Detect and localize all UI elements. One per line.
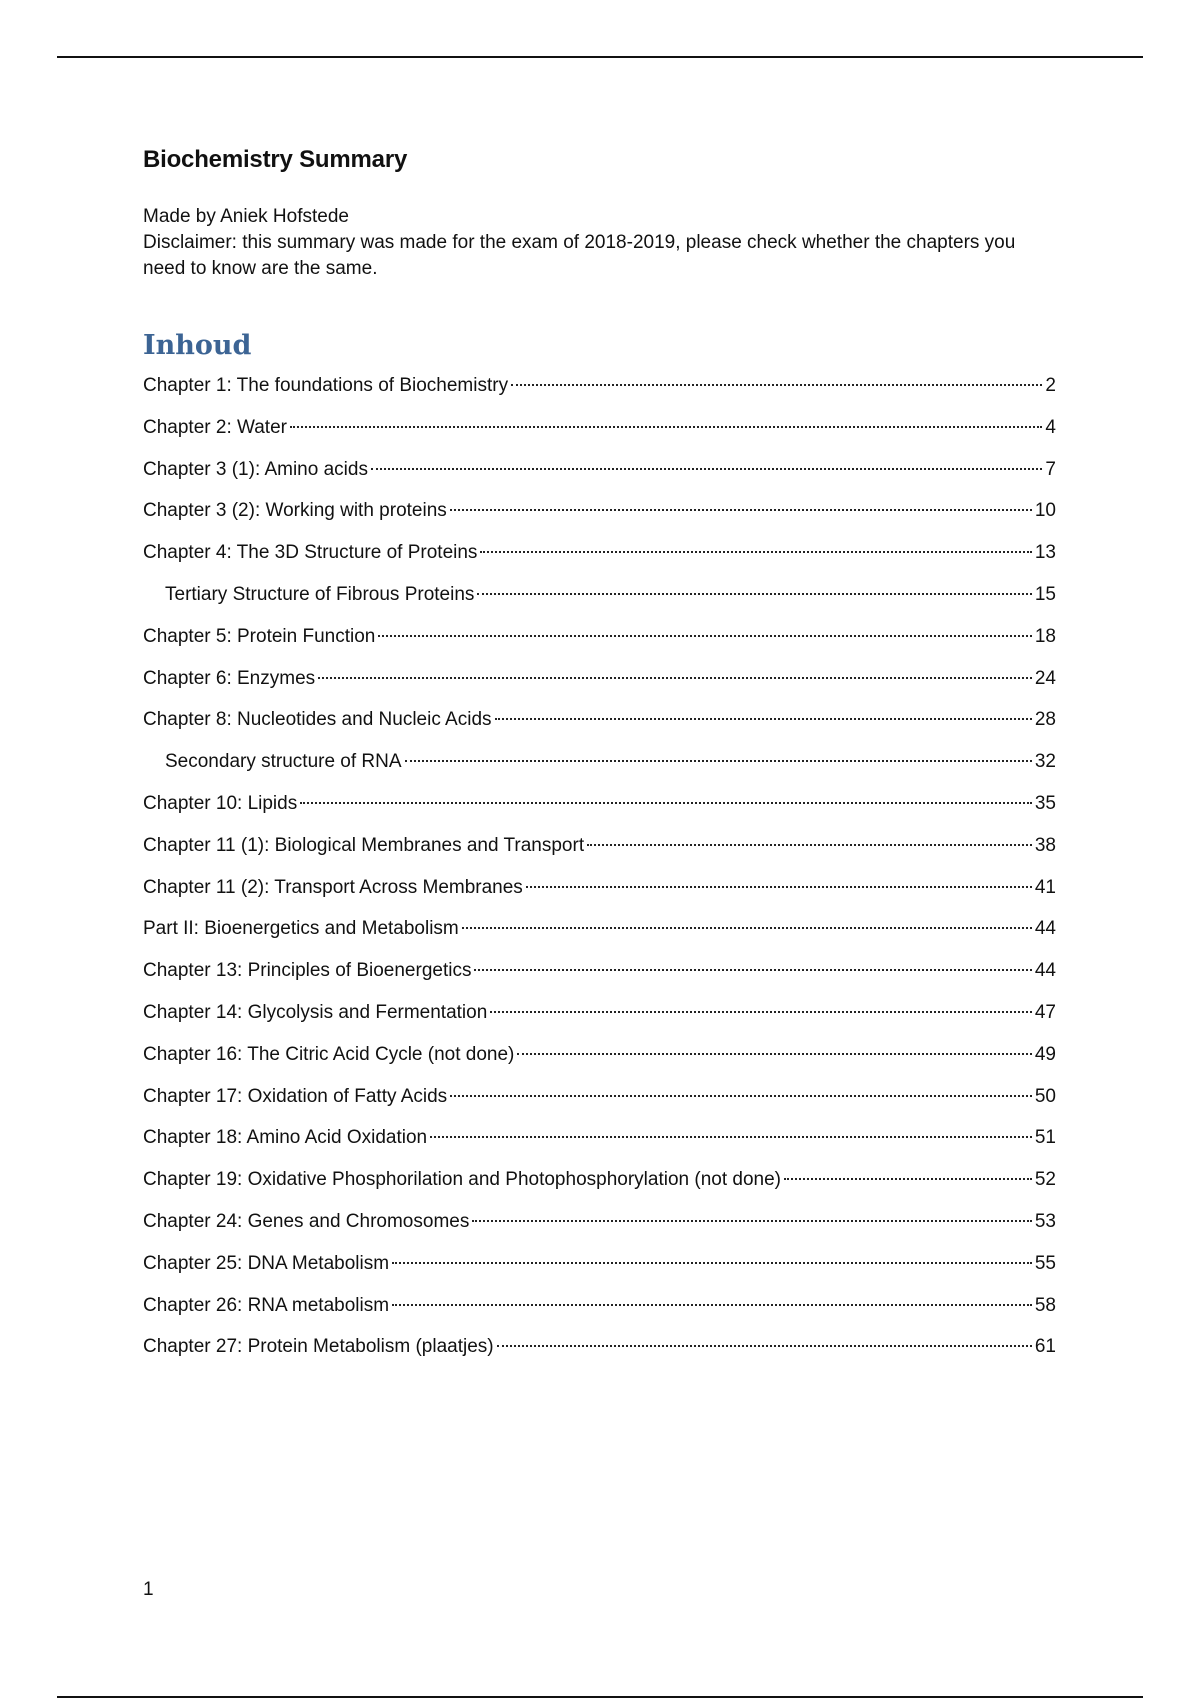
toc-entry-page: 13 [1034,542,1056,564]
toc-entry[interactable] [143,791,1056,833]
toc-dot-leader [495,718,1032,720]
toc-entry-title: Chapter 2: Water [143,416,287,438]
toc-dot-leader [392,1262,1032,1264]
toc-entry-title: Chapter 14: Glycolysis and Fermentation [143,1001,488,1023]
toc-entry-title: Chapter 4: The 3D Structure of Proteins [143,542,478,564]
toc-dot-leader [378,635,1032,637]
toc-entry-page: 47 [1034,1001,1056,1023]
toc-entry-page: 50 [1034,1085,1056,1107]
toc-entry-title: Chapter 17: Oxidation of Fatty Acids [143,1085,448,1107]
document-title: Biochemistry Summary [143,146,408,173]
toc-entry-title: Chapter 3 (2): Working with proteins [143,500,447,522]
toc-entry-page: 41 [1034,876,1056,898]
toc-entry-page: 51 [1034,1127,1056,1149]
toc-dot-leader [462,927,1032,929]
intro-block [143,204,1056,282]
toc-dot-leader [511,384,1042,386]
toc-entry-title: Chapter 10: Lipids [143,792,298,814]
toc-entry-page: 44 [1034,960,1056,982]
toc-entry-page: 49 [1034,1043,1056,1065]
toc-entry[interactable] [143,916,1056,958]
toc-entry-title: Chapter 16: The Citric Acid Cycle (not done) [143,1043,515,1065]
page-number: 1 [143,1579,154,1600]
toc-dot-leader [477,593,1031,595]
toc-entry[interactable] [143,582,1056,624]
toc-entry[interactable] [143,624,1056,666]
toc-entry-page: 2 [1045,375,1056,396]
toc-entry-title: Chapter 8: Nucleotides and Nucleic Acids [143,709,492,731]
toc-entry-title: Chapter 19: Oxidative Phosphorilation and Photophosphorylation (not done) [143,1169,781,1191]
disclaimer-text: Disclaimer: this summary was made for the exam of 2018-2019, please check whether the chapters you need to know are the same. [143,232,1016,279]
toc-entry-title: Chapter 6: Enzymes [143,667,316,689]
toc-entry-title: Tertiary Structure of Fibrous Proteins [165,583,475,605]
toc-entry-title: Part II: Bioenergetics and Metabolism [143,918,459,940]
toc-entry[interactable] [143,415,1056,457]
toc-entry-page: 32 [1034,751,1056,773]
toc-entry-page: 7 [1045,458,1056,480]
toc-entry-title: Chapter 3 (1): Amino acids [143,458,368,480]
toc-entry-page: 35 [1034,792,1056,814]
toc-dot-leader [490,1011,1032,1013]
toc-entry-page: 55 [1034,1252,1056,1274]
toc-entry[interactable] [143,373,1056,415]
toc-entry[interactable] [143,749,1056,791]
toc-entry[interactable] [143,833,1056,875]
toc-entry-page: 28 [1034,709,1056,731]
toc-dot-leader [587,844,1032,846]
toc-heading: Inhoud [143,330,252,361]
toc-entry[interactable] [143,1209,1056,1251]
toc-entry[interactable] [143,1042,1056,1084]
toc-entry-page: 18 [1034,625,1056,647]
toc-entry-page: 52 [1034,1169,1056,1191]
toc-entry-page: 10 [1034,500,1056,522]
toc-entry[interactable] [143,1334,1056,1376]
toc-entry[interactable] [143,666,1056,708]
toc-dot-leader [430,1136,1032,1138]
toc-dot-leader [784,1178,1032,1180]
toc-dot-leader [472,1220,1032,1222]
toc-entry[interactable] [143,958,1056,1000]
toc-dot-leader [318,677,1032,679]
toc-entry[interactable] [143,1293,1056,1335]
toc-entry-title: Chapter 5: Protein Function [143,625,376,647]
toc-entry-title: Chapter 11 (2): Transport Across Membranes [143,876,523,898]
toc-entry[interactable] [143,1000,1056,1042]
toc-entry-title: Chapter 26: RNA metabolism [143,1294,390,1316]
header-rule [57,56,1143,58]
toc-entry[interactable] [143,1125,1056,1167]
toc-entry-page: 44 [1034,918,1056,940]
toc-entry[interactable] [143,707,1056,749]
toc-entry-title: Chapter 13: Principles of Bioenergetics [143,960,472,982]
toc-dot-leader [300,802,1032,804]
toc-entry[interactable] [143,540,1056,582]
toc-entry-title: Chapter 27: Protein Metabolism (plaatjes) [143,1336,494,1358]
toc-entry-page: 61 [1034,1336,1056,1358]
author-line: Made by Aniek Hofstede [143,206,349,227]
toc-entry[interactable] [143,457,1056,499]
toc-entry-page: 53 [1034,1210,1056,1232]
footer-rule [57,1696,1143,1698]
toc-entry-title: Chapter 25: DNA Metabolism [143,1252,390,1274]
toc-dot-leader [517,1053,1031,1055]
toc-dot-leader [497,1345,1032,1347]
toc-dot-leader [526,886,1032,888]
toc-entry[interactable] [143,1084,1056,1126]
toc-dot-leader [290,426,1042,428]
toc-entry-title: Secondary structure of RNA [165,751,402,773]
toc-dot-leader [480,551,1031,553]
toc-dot-leader [450,1095,1032,1097]
toc-entry-page: 4 [1045,416,1056,438]
toc-entry-title: Chapter 18: Amino Acid Oxidation [143,1127,428,1149]
toc-dot-leader [474,969,1031,971]
toc-entry-title: Chapter 24: Genes and Chromosomes [143,1210,470,1232]
toc-dot-leader [392,1304,1032,1306]
toc-entry[interactable] [143,498,1056,540]
toc-entry[interactable] [143,875,1056,917]
toc-entry-page: 58 [1034,1294,1056,1316]
toc-entry-title: Chapter 1: The foundations of Biochemistry [143,375,509,396]
toc-entry[interactable] [143,1167,1056,1209]
toc-entry-page: 24 [1034,667,1056,689]
toc-entry-page: 38 [1034,834,1056,856]
toc-entry-page: 15 [1034,583,1056,605]
table-of-contents [143,373,1056,1376]
toc-entry-title: Chapter 11 (1): Biological Membranes and Transport [143,834,585,856]
toc-dot-leader [450,509,1032,511]
toc-entry[interactable] [143,1251,1056,1293]
toc-dot-leader [405,760,1032,762]
toc-dot-leader [371,468,1042,470]
